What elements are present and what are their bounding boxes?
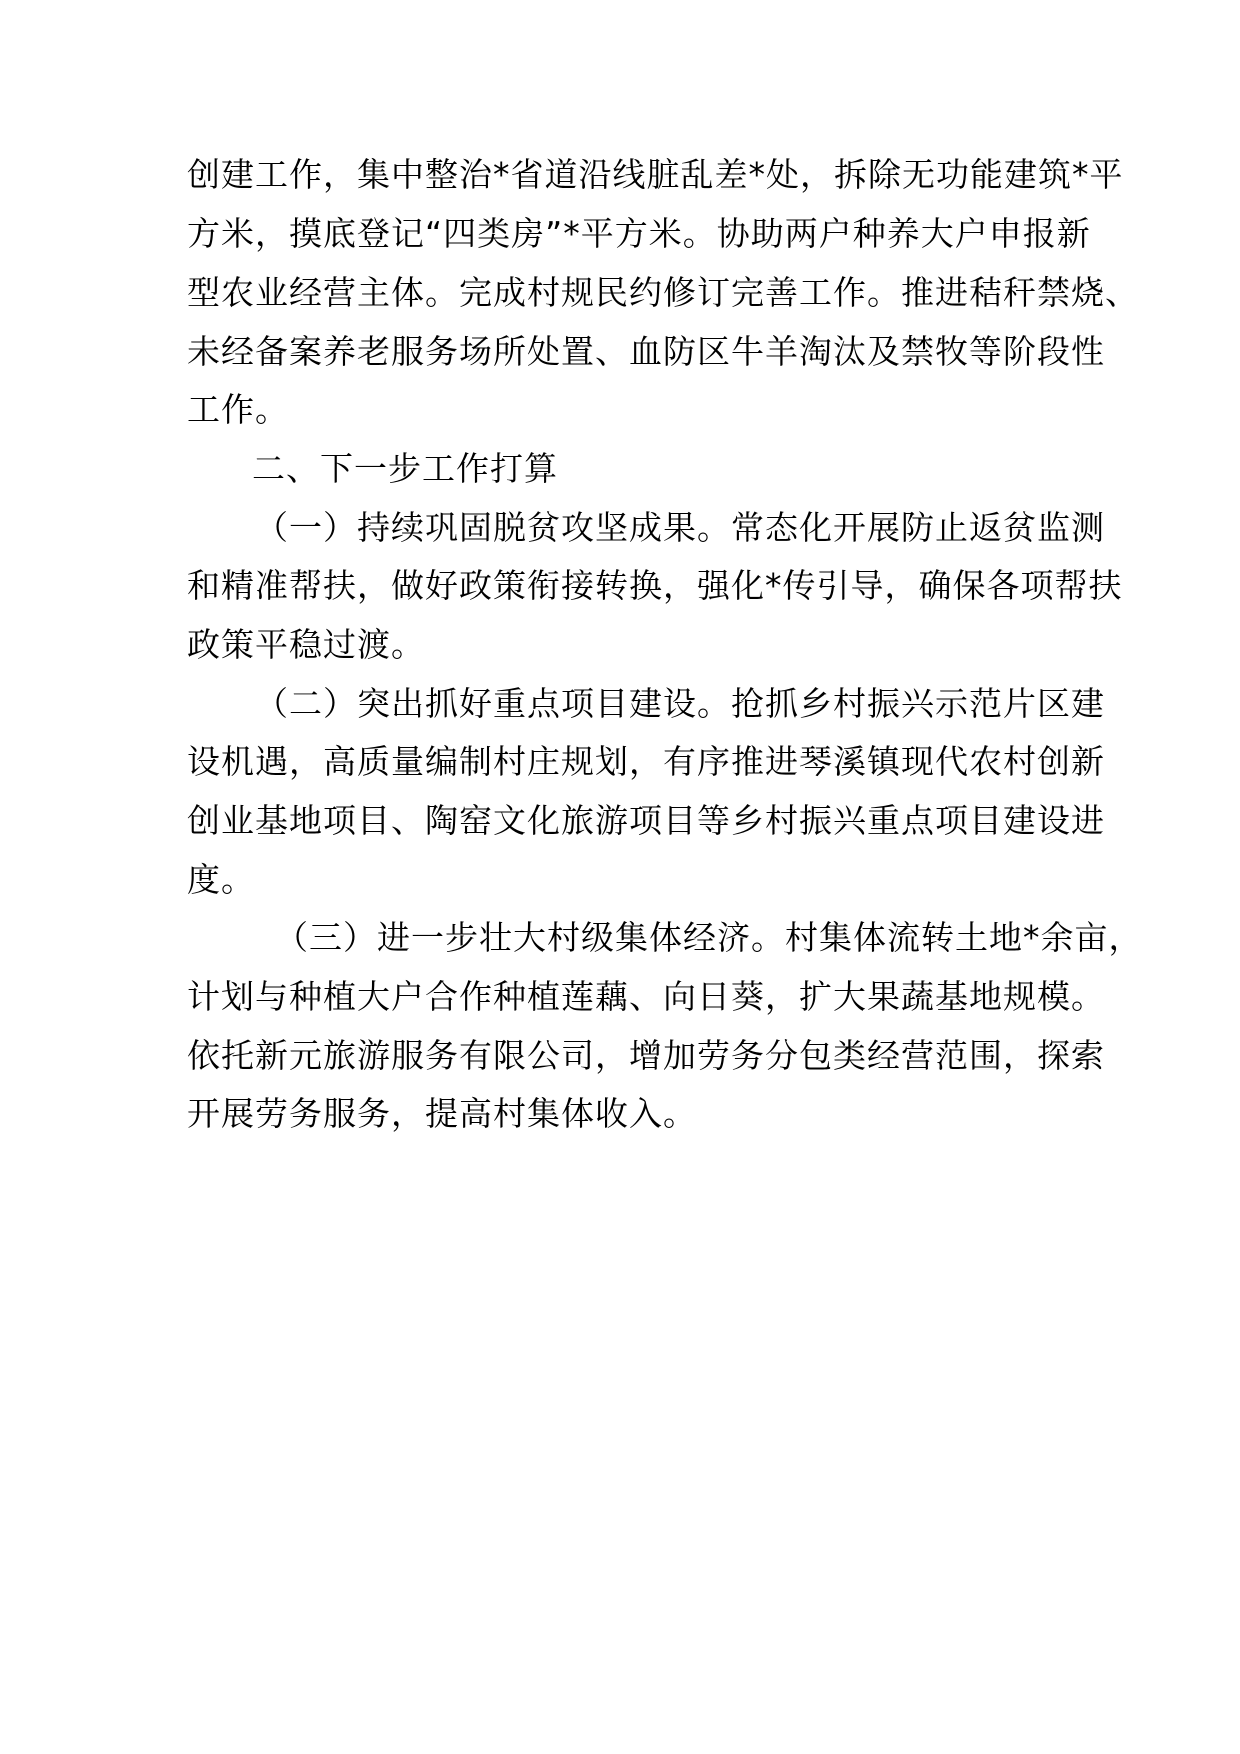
body-text-line: 计划与种植大户合作种植莲藕、向日葵，扩大果蔬基地规模。 xyxy=(187,977,1105,1016)
body-text-line: 未经备案养老服务场所处置、血防区牛羊淘汰及禁牧等阶段性 xyxy=(187,332,1105,371)
body-text-line: 开展劳务服务，提高村集体收入。 xyxy=(187,1094,697,1133)
body-text-line: 政策平稳过渡。 xyxy=(187,625,425,664)
body-text-line: 设机遇，高质量编制村庄规划，有序推进琴溪镇现代农村创新 xyxy=(187,742,1105,781)
subsection-paragraph-start: （二）突出抓好重点项目建设。抢抓乡村振兴示范片区建 xyxy=(255,684,1105,723)
body-text-line: 创建工作，集中整治*省道沿线脏乱差*处，拆除无功能建筑*平 xyxy=(187,155,1124,194)
subsection-paragraph-start: （三）进一步壮大村级集体经济。村集体流转土地*余亩， xyxy=(275,918,1143,957)
body-text-line: 和精准帮扶，做好政策衔接转换，强化*传引导，确保各项帮扶 xyxy=(187,566,1123,605)
body-text-line: 方米，摸底登记“四类房”*平方米。协助两户种养大户申报新 xyxy=(187,214,1091,253)
section-heading: 二、下一步工作打算 xyxy=(252,449,558,488)
body-text-line: 依托新元旅游服务有限公司，增加劳务分包类经营范围，探索 xyxy=(187,1036,1105,1075)
body-text-line: 度。 xyxy=(187,860,255,899)
body-text-line: 创业基地项目、陶窑文化旅游项目等乡村振兴重点项目建设进 xyxy=(187,801,1105,840)
body-text-line: 型农业经营主体。完成村规民约修订完善工作。推进秸秆禁烧、 xyxy=(187,273,1139,312)
subsection-paragraph-start: （一）持续巩固脱贫攻坚成果。常态化开展防止返贫监测 xyxy=(255,508,1105,547)
body-text-line: 工作。 xyxy=(187,390,289,429)
